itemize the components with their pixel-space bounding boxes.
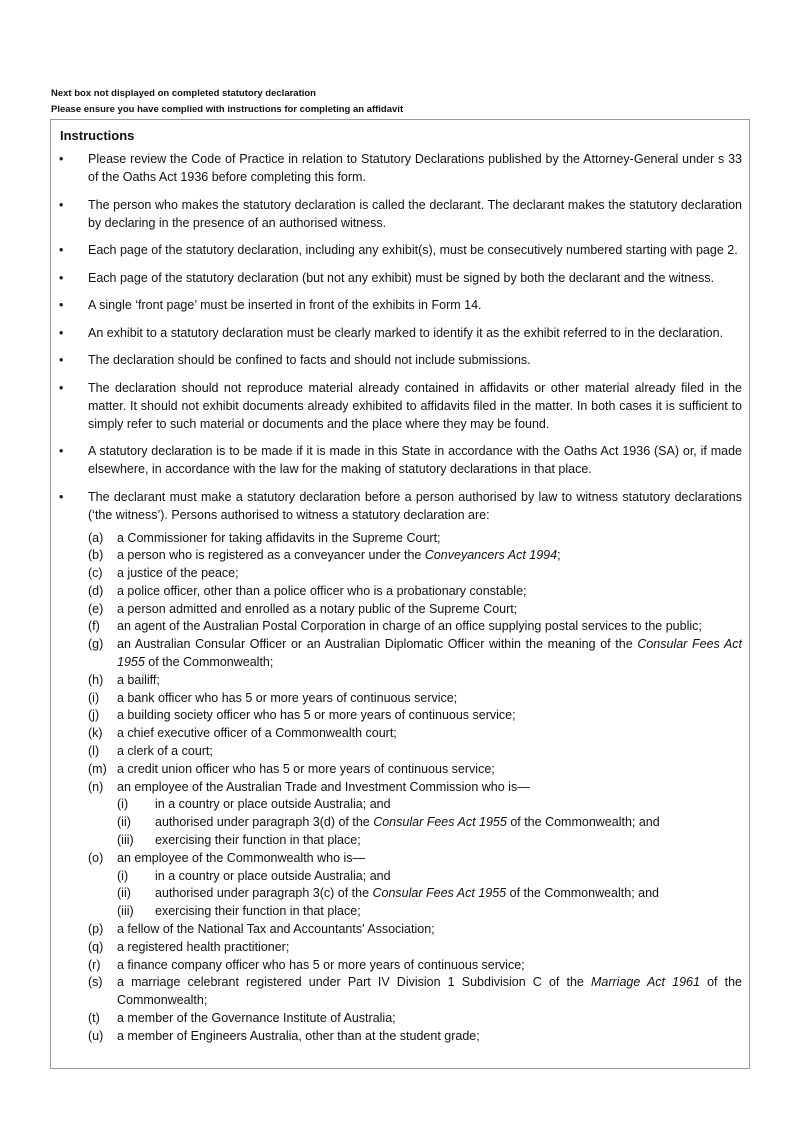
witness-item-label: (c) bbox=[88, 566, 103, 581]
item-text-tail: ; bbox=[557, 548, 561, 563]
witness-item bbox=[88, 779, 742, 850]
witness-item-label: (q) bbox=[88, 939, 104, 954]
witness-item bbox=[88, 547, 742, 565]
witness-item bbox=[88, 1010, 742, 1028]
witness-item-label: (h) bbox=[88, 672, 104, 687]
item-text: an employee of the Australian Trade and Investment Commission who is— bbox=[117, 779, 530, 794]
witness-item bbox=[88, 672, 742, 690]
witness-subitem bbox=[117, 832, 742, 850]
witness-item-label: (j) bbox=[88, 708, 100, 723]
witness-item-label: (p) bbox=[88, 922, 104, 937]
bullet-dot: • bbox=[59, 152, 64, 166]
item-text: a Commissioner for taking affidavits in the Supreme Court; bbox=[117, 530, 441, 545]
witness-subitem-label: (iii) bbox=[117, 833, 134, 848]
item-text: a registered health practitioner; bbox=[117, 939, 290, 954]
item-text: a finance company officer who has 5 or more years of continuous service; bbox=[117, 957, 525, 972]
witness-item bbox=[88, 921, 742, 939]
instruction-text: The declaration should be confined to facts and should not include submissions. bbox=[88, 353, 531, 367]
witness-subitem-list bbox=[117, 796, 742, 849]
instruction-text: Each page of the statutory declaration, including any exhibit(s), must be consecutively numbered starting with page 2. bbox=[88, 243, 738, 257]
witness-item bbox=[88, 583, 742, 601]
item-text: a police officer, other than a police officer who is a probationary constable; bbox=[117, 583, 527, 598]
witness-item-label: (n) bbox=[88, 779, 104, 794]
instruction-bullet bbox=[51, 324, 749, 342]
instruction-text: The person who makes the statutory declaration is called the declarant. The declarant makes the statutory declaration by declaring in the presence of an authorised witness. bbox=[88, 197, 742, 230]
instruction-text: The declarant must make a statutory declaration before a person authorised by law to witness statutory declarations (‘the witness’). Persons authorised to witness a statutory declaration are: bbox=[88, 489, 742, 522]
item-text: a fellow of the National Tax and Accountants' Association; bbox=[117, 922, 435, 937]
witness-item-label: (u) bbox=[88, 1028, 104, 1043]
witness-subitem-list bbox=[117, 868, 742, 921]
witness-item bbox=[88, 530, 742, 548]
item-text: an Australian Consular Officer or an Australian Diplomatic Officer within the meaning of the bbox=[117, 637, 638, 652]
witness-item-label: (g) bbox=[88, 637, 104, 652]
witness-item-label: (i) bbox=[88, 690, 100, 705]
item-text: in a country or place outside Australia; and bbox=[155, 797, 391, 812]
item-text: a clerk of a court; bbox=[117, 744, 213, 759]
item-text-tail: of the Commonwealth; bbox=[144, 655, 274, 670]
instruction-text: A single ‘front page’ must be inserted in front of the exhibits in Form 14. bbox=[88, 298, 482, 312]
witness-item-label: (a) bbox=[88, 530, 104, 545]
witness-subitem bbox=[117, 814, 742, 832]
header-note-not-displayed: Next box not displayed on completed statutory declaration bbox=[51, 88, 316, 99]
item-text: authorised under paragraph 3(c) of the bbox=[155, 886, 373, 901]
item-text: authorised under paragraph 3(d) of the bbox=[155, 815, 374, 830]
form-header-notes bbox=[51, 86, 403, 118]
witness-subitem bbox=[117, 903, 742, 921]
witness-item-label: (r) bbox=[88, 957, 101, 972]
item-text-tail: of the Commonwealth; and bbox=[506, 886, 660, 901]
instructions-list bbox=[51, 150, 749, 1055]
instruction-bullet bbox=[51, 379, 749, 433]
instruction-bullet bbox=[51, 488, 749, 1046]
item-text: in a country or place outside Australia; and bbox=[155, 868, 391, 883]
witness-item bbox=[88, 565, 742, 583]
witness-subitem-label: (iii) bbox=[117, 904, 134, 919]
instructions-box bbox=[50, 119, 750, 1069]
witness-subitem bbox=[117, 796, 742, 814]
witness-list bbox=[88, 530, 742, 1046]
header-note-ensure-compliance: Please ensure you have complied with instructions for completing an affidavit bbox=[51, 104, 404, 115]
item-text: a building society officer who has 5 or more years of continuous service; bbox=[117, 708, 516, 723]
witness-item-label: (o) bbox=[88, 850, 104, 865]
item-text: exercising their function in that place; bbox=[155, 904, 361, 919]
item-text-italic: Conveyancers Act 1994 bbox=[424, 548, 558, 563]
witness-item bbox=[88, 690, 742, 708]
witness-subitem-label: (i) bbox=[117, 868, 129, 883]
item-text-italic: Consular Fees Act 1955 bbox=[117, 637, 743, 670]
witness-subitem bbox=[117, 885, 742, 903]
instruction-text: Each page of the statutory declaration (but not any exhibit) must be signed by both the declarant and the witness. bbox=[88, 270, 715, 285]
witness-item-label: (m) bbox=[88, 761, 107, 776]
item-text: a person who is registered as a conveyancer under the bbox=[117, 548, 425, 563]
instructions-title: Instructions bbox=[60, 128, 135, 143]
witness-item bbox=[88, 957, 742, 975]
witness-item bbox=[88, 636, 742, 672]
bullet-dot: • bbox=[59, 197, 64, 212]
item-text: exercising their function in that place; bbox=[155, 833, 361, 848]
item-text: an agent of the Australian Postal Corporation in charge of an office supplying postal services to the public; bbox=[117, 619, 702, 634]
witness-item bbox=[88, 974, 742, 1010]
item-text: an employee of the Commonwealth who is— bbox=[117, 850, 366, 865]
bullet-dot: • bbox=[59, 243, 64, 257]
instruction-text: A statutory declaration is to be made if it is made in this State in accordance with the Oaths Act 1936 (SA) or, if made elsewhere, in accordance with the law for the making of statutory declarations in that place. bbox=[88, 444, 742, 476]
item-text-italic: Consular Fees Act 1955 bbox=[372, 886, 507, 901]
item-text: a marriage celebrant registered under Part IV Division 1 Subdivision C of the bbox=[117, 975, 591, 990]
item-text: a member of Engineers Australia, other than at the student grade; bbox=[117, 1028, 480, 1043]
witness-item bbox=[88, 1028, 742, 1046]
witness-item bbox=[88, 761, 742, 779]
instruction-text: An exhibit to a statutory declaration must be clearly marked to identify it as the exhibit referred to in the declaration. bbox=[88, 325, 724, 340]
witness-subitem-label: (ii) bbox=[117, 886, 131, 901]
instruction-bullet bbox=[51, 442, 749, 478]
witness-subitem-label: (i) bbox=[117, 797, 129, 812]
witness-subitem bbox=[117, 868, 742, 886]
bullet-dot: • bbox=[59, 270, 64, 285]
witness-item-label: (b) bbox=[88, 548, 104, 563]
item-text: a credit union officer who has 5 or more years of continuous service; bbox=[117, 761, 495, 776]
item-text: a bailiff; bbox=[117, 672, 160, 687]
item-text-tail: of the Commonwealth; and bbox=[506, 815, 660, 830]
witness-item-label: (f) bbox=[88, 619, 100, 634]
witness-item-label: (k) bbox=[88, 726, 103, 741]
bullet-dot: • bbox=[59, 444, 64, 458]
instruction-bullet bbox=[51, 296, 749, 314]
item-text: a chief executive officer of a Commonwealth court; bbox=[117, 726, 397, 741]
bullet-dot: • bbox=[59, 380, 64, 395]
instruction-bullet bbox=[51, 150, 749, 186]
item-text-tail: of the Commonwealth; bbox=[117, 975, 742, 1008]
bullet-dot: • bbox=[59, 298, 64, 312]
witness-item-label: (l) bbox=[88, 744, 100, 759]
witness-item-label: (e) bbox=[88, 601, 104, 616]
item-text: a bank officer who has 5 or more years of continuous service; bbox=[117, 690, 458, 705]
witness-item-label: (d) bbox=[88, 583, 104, 598]
witness-item-label: (t) bbox=[88, 1011, 100, 1026]
witness-item bbox=[88, 939, 742, 957]
item-text-italic: Consular Fees Act 1955 bbox=[373, 815, 507, 830]
instruction-text: Please review the Code of Practice in relation to Statutory Declarations published by the Attorney-General under s 33 of the Oaths Act 1936 before completing this form. bbox=[88, 152, 742, 184]
bullet-dot: • bbox=[59, 489, 64, 504]
witness-item bbox=[88, 725, 742, 743]
witness-subitem-label: (ii) bbox=[117, 815, 131, 830]
instruction-bullet bbox=[51, 241, 749, 259]
item-text: a justice of the peace; bbox=[117, 566, 239, 581]
instruction-text: The declaration should not reproduce material already contained in affidavits or other material already filed in the matter. It should not exhibit documents already exhibited to affidavits filed in the matter. In both cases it is sufficient to simply refer to such material or documents and the place where they may be found. bbox=[88, 380, 742, 431]
item-text-italic: Marriage Act 1961 bbox=[590, 975, 700, 990]
instruction-bullet bbox=[51, 269, 749, 287]
bullet-dot: • bbox=[59, 325, 64, 340]
item-text: a person admitted and enrolled as a notary public of the Supreme Court; bbox=[117, 601, 518, 616]
item-text: a member of the Governance Institute of Australia; bbox=[117, 1011, 396, 1026]
witness-item bbox=[88, 601, 742, 619]
bullet-dot: • bbox=[59, 353, 64, 367]
witness-item bbox=[88, 707, 742, 725]
witness-item bbox=[88, 743, 742, 761]
instruction-bullet bbox=[51, 196, 749, 232]
witness-item-label: (s) bbox=[88, 975, 103, 990]
witness-item bbox=[88, 850, 742, 921]
witness-item bbox=[88, 618, 742, 636]
instruction-bullet bbox=[51, 351, 749, 369]
